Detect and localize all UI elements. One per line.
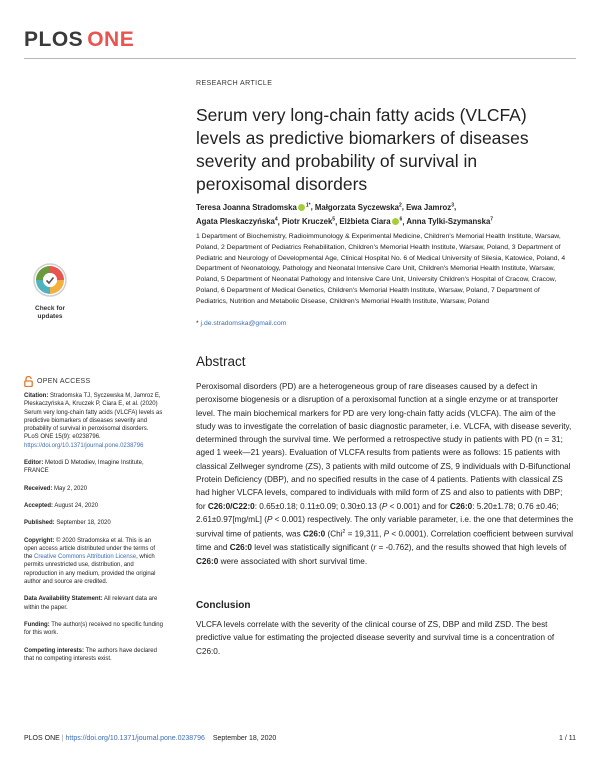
footer-doi-link[interactable]: https://doi.org/10.1371/journal.pone.0238796: [65, 735, 205, 742]
header-divider: [24, 58, 576, 59]
orcid-icon[interactable]: [392, 218, 399, 225]
funding-block: Funding: The author(s) received no specific funding for this work.: [24, 621, 163, 637]
copyright-block: Copyright: © 2020 Stradomska et al. This is an open access article distributed under the terms of the Creative Commons Attribution License, which permits unrestricted use, distribution, and reproduction in any medium, provided the original author and source are credited.: [24, 537, 156, 586]
open-access-label: OPEN ACCESS: [24, 376, 90, 387]
open-lock-icon: [24, 376, 33, 387]
page-number: 1 / 11: [559, 735, 576, 742]
abstract-text: Peroxisomal disorders (PD) are a heterogeneous group of rare diseases caused by a defect in peroxisome biogenesis or a disruption of a peroxisomal function at a single enzyme or at transporter level. The main biochemical markers for PD are very long-chain fatty acids (VLCFA). The aim of the study was to investigate the correlation of basic diagnostic parameter, i.e. VLCFA, with disease severity, determined through the survival time. We performed a retrospective study in patients with PD (n = 31; aged 1 week—21 years). Evaluation of VLCFA results from patients were as follows: 15 patients with classical Zellweger syndrome (ZS), 3 patients with mild outcome of ZS, 9 individuals with D-Bifunctional Protein Deficiency (DBP), and no specified results in the case of 4 patients. Patients with classical ZS had higher VLCFA levels, compared to individuals with mild form of ZS and also to patients with DBP; for C26:0/C22:0: 0.65±0.18; 0.11±0.09; 0.30±0.13 (P < 0.001) and for C26:0: 5.20±1.78; 0.76 ±0.46; 2.61±0.97[mg/mL] (P < 0.001) respectively. The only variable parameter, i.e. the one that determines the survival time of patients, was C26:0 (Chi$^2$ = 19,311, P < 0.0001). Correlation coefficient between survival time and C26:0 level was statistically significant (r = -0.762), and the results showed that high levels of C26:0 were associated with short survival time.: [196, 382, 574, 566]
author[interactable]: Agata Pleskaczyńska$^4$: [196, 216, 278, 227]
accepted-block: Accepted: August 24, 2020: [24, 502, 99, 509]
citation-doi-link[interactable]: https://doi.org/10.1371/journal.pone.0238796: [24, 442, 144, 449]
editor-block: Editor: Metodi D Metodiev, Imagine Institute, FRANCE: [24, 460, 144, 475]
check-updates-icon: [32, 262, 68, 298]
affiliations: 1 Department of Biochemistry, Radioimmunology & Experimental Medicine, Children's Memorial Health Institute, Warsaw, Poland, 2 Department of Pediatrics Rehabilitation, Children's Memorial Health Institute, Warsaw, Poland, 3 Department of Pediatric and Neurology of Developmental Age, Clinical Hospital No. 6 of Medical University of Silesia, Katowice, Poland, 4 Department of Neonatology, Pathology and Neonatal Intensive Care Unit, Children's Memorial Health Institute, Warsaw, Poland, 5 Department of Neonatal Pathology and Intensive Care Unit, University Children's Hospital of Cracow, Cracow, Poland, 6 Department of Medical Genetics, Children's Memorial Health Institute, Warsaw, Poland, 7 Department of Pediatrics, Nutrition and Metabolic Disease, Children's Memorial Health Institute, Warsaw, Poland: [196, 233, 566, 305]
author[interactable]: Teresa Joanna Stradomska $^{1*}$: [196, 202, 311, 212]
author[interactable]: Elżbieta Ciara $^6$: [339, 216, 403, 227]
article-metadata-sidebar: [24, 392, 164, 672]
check-for-updates-badge[interactable]: Check for updates: [30, 262, 70, 320]
article-type: RESEARCH ARTICLE: [196, 80, 273, 87]
data-availability-block: Data Availability Statement: All relevant data are within the paper.: [24, 596, 158, 611]
author[interactable]: Ewa Jamroz$^3$: [406, 202, 454, 212]
author[interactable]: Piotr Kruczek$^5$: [282, 216, 336, 227]
abstract-heading: Abstract: [196, 354, 246, 369]
author-list: Teresa Joanna Stradomska $^{1*}$, Małgorzata Syczewska$^2$, Ewa Jamroz$^3$, Agata Pleskaczyńska$^4$, Piotr Kruczek$^5$, Elżbieta Ciara $^6$, Anna Tylki-Szymanska$^7$: [196, 202, 494, 227]
journal-logo-plos: PLOS: [24, 28, 84, 51]
article-title: Serum very long-chain fatty acids (VLCFA) levels as predictive biomarkers of diseases severity and probability of survival in peroxisomal disorders: [196, 105, 529, 194]
orcid-icon[interactable]: [298, 204, 305, 211]
published-block: Published: September 18, 2020: [24, 520, 111, 527]
citation-block: Citation: Stradomska TJ, Syczewska M, Jamroz E, Pleskaczyńska A, Kruczek P, Ciara E, et al. (2020) Serum very long-chain fatty acids (VLCFA) levels as predictive biomarkers of diseases severity and probability of survival in peroxisomal disorders. PLoS ONE 15(9): e0238796. https://doi.org/10.1371/journal.pone.0238796: [24, 393, 163, 449]
received-block: Received: May 2, 2020: [24, 485, 88, 492]
journal-logo: [24, 28, 134, 52]
journal-logo-one: ONE: [87, 28, 135, 51]
author[interactable]: Małgorzata Syczewska$^2$: [314, 202, 402, 212]
competing-interests-block: Competing interests: The authors have declared that no competing interests exist.: [24, 647, 157, 662]
author[interactable]: Anna Tylki-Szymanska$^7$: [406, 216, 494, 227]
email-link[interactable]: j.de.stradomska@gmail.com: [200, 320, 287, 327]
page-footer: PLOS ONE | https://doi.org/10.1371/journal.pone.0238796 September 18, 2020: [24, 735, 277, 742]
conclusion-heading: Conclusion: [196, 600, 251, 611]
license-link[interactable]: Creative Commons Attribution License: [34, 554, 137, 561]
corresponding-email: * j.de.stradomska@gmail.com: [196, 320, 287, 327]
conclusion-text: VLCFA levels correlate with the severity of the clinical course of ZS, DBP and mild ZSD. The best predictive value for estimating the projected disease severity and survival time is a concentration of C26:0.: [196, 620, 555, 656]
